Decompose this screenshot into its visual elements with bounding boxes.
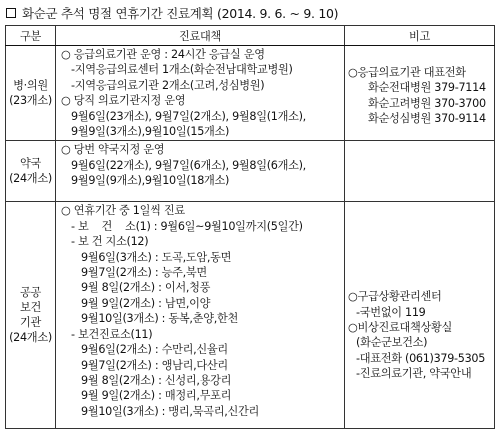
note-line: ○응급의료기관 대표전화 (348, 66, 466, 79)
measure-line: 9월7일(2개소) : 능주,북면 (81, 266, 207, 280)
note-line: ○비상진료대책상황실 (348, 321, 453, 335)
notes-cell (345, 141, 495, 202)
schedule-table (5, 25, 495, 429)
measure-line: 9월6일(22개소), 9월7일(6개소), 9월8일(6개소), (71, 158, 306, 172)
category-count: (24개소) (9, 172, 52, 186)
category-cell (6, 46, 56, 141)
measure-line: 9월 8일(2개소) : 이서,청풍 (81, 281, 211, 295)
measures-cell (56, 46, 345, 141)
measure-line: ○ 연휴기간 중 1일씩 진료 (61, 204, 185, 218)
measure-line: - 보건진료소(11) (71, 327, 153, 341)
document-title (6, 3, 338, 23)
measure-line: 9월 9일(2개소) : 남면,이양 (81, 296, 211, 310)
notes-cell (345, 202, 495, 429)
note-line: 화순전대병원 379-7114 (368, 81, 486, 95)
measure-line: 9월10일(3개소) : 동복,춘양,한천 (81, 312, 238, 326)
category-cell (6, 141, 56, 202)
measure-line: 9월6일(2개소) : 수만리,신율리 (81, 343, 228, 357)
measure-line: 9월 8일(2개소) : 신성리,용강리 (81, 373, 232, 387)
title-text: 화순군 추석 명절 연휴기간 진료계획 (2014. 9. 6. ~ 9. 10) (22, 6, 339, 21)
note-line: 화순고려병원 370-3700 (368, 96, 486, 110)
checkbox-square-icon (6, 8, 16, 18)
category-cell (6, 202, 56, 429)
measure-line: 9월7일(2개소) : 앵남리,다산리 (81, 358, 228, 372)
table-row-pharmacies (6, 141, 495, 202)
header-notes: 비고 (345, 26, 495, 46)
header-measures: 진료대책 (56, 26, 345, 46)
note-line: -대표전화 (061)379-5305 (356, 351, 486, 365)
measure-line: ○ 당번 약국지정 운영 (61, 143, 165, 157)
category-label: 공공 (19, 286, 41, 300)
table-row-clinics (6, 46, 495, 141)
measure-line: 9월 9일(2개소) : 매정리,무포리 (81, 389, 232, 403)
measure-line: ○ 응급의료기관 운영 : 24시간 응급실 운영 (61, 48, 265, 61)
measure-line: -지역응급의료센터 1개소(화순전남대학교병원) (71, 63, 293, 77)
measure-line: 9월9일(3개소),9월10일(15개소) (71, 125, 230, 139)
category-label: 보건 (19, 301, 41, 315)
measures-cell (56, 202, 345, 429)
category-label: 병·의원 (13, 79, 48, 93)
measure-line: 9월10일(3개소) : 맹리,묵곡리,신간리 (81, 404, 259, 418)
measure-line: - 보 건 지소(12) (71, 235, 149, 249)
category-count: (23개소) (9, 94, 52, 108)
header-category: 구분 (6, 26, 56, 46)
note-line: ○구급상황관리센터 (348, 290, 442, 304)
note-line: 화순성심병원 370-9114 (368, 112, 486, 126)
category-label: 약국 (19, 157, 41, 171)
category-label: 기관 (19, 316, 41, 330)
notes-cell (345, 46, 495, 141)
measure-line: ○ 당직 의료기관지정 운영 (61, 94, 186, 108)
measure-line: 9월9일(9개소),9월10일(18개소) (71, 174, 230, 188)
category-count: (24개소) (9, 331, 52, 345)
table-row-public-health (6, 202, 495, 429)
table-header-row (6, 26, 495, 46)
note-line: -국번없이 119 (356, 305, 426, 319)
measures-cell (56, 141, 345, 202)
measure-line: - 보 건 소(1) : 9월6일~9월10일까지(5일간) (71, 219, 303, 233)
measure-line: 9월6일(3개소) : 도곡,도암,동면 (81, 250, 232, 264)
measure-line: -지역응급의료기관 2개소(고려,성심병원) (71, 78, 265, 92)
note-line: -진료의료기관, 약국안내 (356, 367, 472, 381)
measure-line: 9월6일(23개소), 9월7일(2개소), 9월8일(1개소), (71, 109, 306, 123)
note-line: (화순군보건소) (356, 336, 428, 350)
